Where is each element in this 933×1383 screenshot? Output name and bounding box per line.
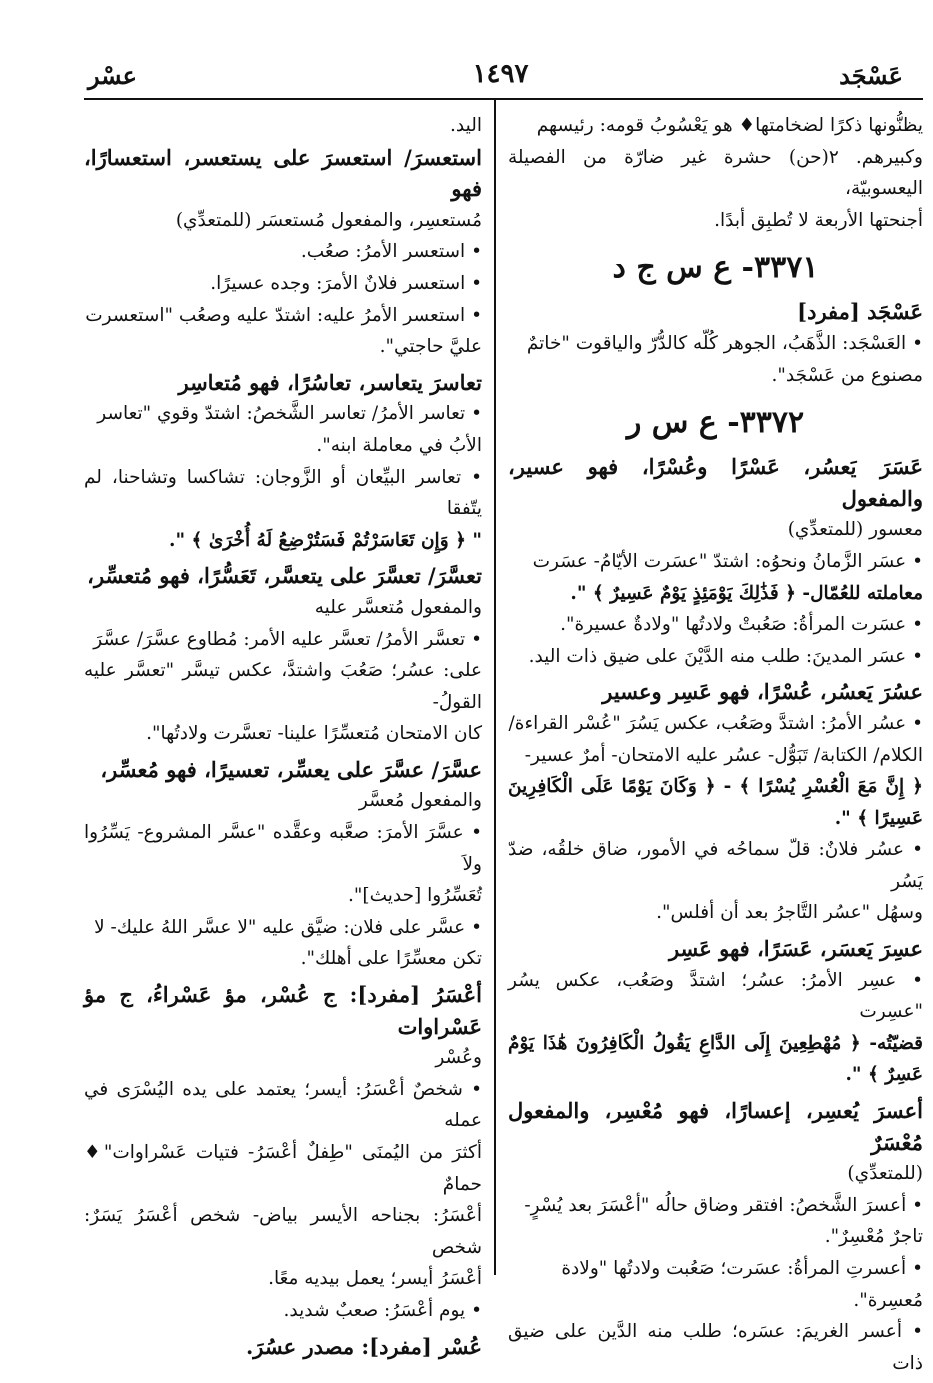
definition-line: " ﴿ وَإِن تَعَاسَرْتُمْ فَسَتُرْضِعُ لَهُ أُخْرَىٰ ﴾ ". [169, 529, 482, 551]
definition-line: وعُسْر [435, 1047, 482, 1069]
definition-line: على: عسُر؛ صَعُبَ واشتدَّ، عكس تيسَّر "تعسَّر عليه القولُ- [84, 660, 482, 713]
definition-line: مصنوع من عَسْجَد". [771, 364, 923, 386]
definition-line: • شخصٌ أعْسَرُ: أيسر؛ يعتمد على يده اليُسْرَى في عمله [84, 1078, 482, 1132]
entry-headword: تعسَّرَ/ تعسَّرَ على يتعسَّر، تَعَسُّرًا، فهو مُتعسِّر، [87, 563, 482, 589]
entry-headword: أعْسَرُ [مفرد]: ج عُسْر، مؤ عَسْراءُ، ج مؤ عَسْراوات [84, 982, 482, 1039]
header-guide-word-left: عسْر [88, 61, 137, 90]
definition-line: • عسَّر على فلان: ضيَّق عليه "لا عسَّر اللهُ عليك- لا [94, 916, 482, 938]
definition-line: تكن معسِّرًا على أهلك". [300, 948, 482, 970]
text-line: أجنحتها الأربعة لا تُطبِق أبدًا. [714, 209, 923, 231]
definition-line: • أعسر الغريمَ: عسَره؛ طلب منه الدَّين على ضيق ذات [508, 1321, 923, 1374]
definition-line: • عسَر المدينَ: طلب منه الدَّيْنَ على ضيق ذات اليد. [528, 645, 923, 667]
definition-line: تُعَسِّرُوا [حديث]". [347, 885, 482, 907]
definition-line: • عسِر الأمرُ: عسُر؛ اشتدَّ وصَعُب، عكس يسُر "عسِرت [508, 969, 923, 1023]
definition-line: معاملته للعُمّال- ﴿ فَذَٰلِكَ يَوْمَئِذٍ يَوْمٌ عَسِيرٌ ﴾ ". [570, 582, 923, 604]
definition-line: الأبُ في معاملة ابنه". [316, 434, 482, 456]
text-line: اليد. [450, 115, 482, 136]
definition-line: الكلام/ الكتابة/ تَبَوُّل- عسُر عليه الامتحان- أمرٌ عسير- [524, 744, 923, 766]
definition-line: • أعسرَ الشَّخصُ: افتقر وضاق حالُه "أعْسَرَ بعد يُسْرٍ- [524, 1194, 923, 1216]
column-divider [494, 100, 496, 1275]
definition-line: معسور (للمتعدِّي) [787, 519, 923, 541]
definition-line: • تعاسر الأمرُ/ تعاسر الشَّخصُ: اشتدّ وقوي "تعاسر [97, 403, 482, 425]
definition-line: • تعسَّر الأمرُ/ تعسَّر عليه الأمر: مُطاوع عسَّرَ/ عسَّرَ [93, 628, 482, 650]
left-column [84, 110, 482, 1362]
page-header [78, 55, 923, 95]
entry-headword: أعسرَ يُعسِر، إعسارًا، فهو مُعْسِر، والمفعول مُعْسَرٌ [508, 1098, 923, 1155]
right-column [508, 110, 923, 1379]
definition-line: أعْسَرُ أيسر؛ يعمل بيديه معًا. [268, 1268, 482, 1290]
text-line: وكبيرهم. ٢(حن) حشرة غير ضارّة من الفصيلة اليعسوبيّة، [508, 146, 923, 200]
definition-line: أعْسَرُ: بجناحه الأيسر بياض- شخص أعْسَرُ يَسَرٌ: شخص [84, 1205, 482, 1258]
root-heading: ٣٣٧١- ع س ج د [612, 250, 819, 286]
header-guide-word-right: عَسْجَد [839, 61, 903, 90]
definition-line: • أعسرتِ المرأةُ: عسَرت؛ صَعُبت ولادتُها "ولادة [561, 1258, 923, 1279]
definition-line: ﴿ إِنَّ مَعَ الْعُسْرِ يُسْرًا ﴾ - ﴿ وَكَانَ يَوْمًا عَلَى الْكَافِرِينَ عَسِيرًا ﴾ ". [508, 776, 923, 829]
definition-line: • العَسْجَد: الذَّهَبُ، الجوهر كُلّه كالدُّرّ والياقوت "خاتمٌ [526, 332, 923, 354]
definition-line: مُستعسِر، والمفعول مُستعسَر (للمتعدِّي) [175, 209, 482, 231]
definition-line: • يوم أعْسَرُ: صعبٌ شديد. [283, 1299, 482, 1321]
definition-line: قضيّتُه- ﴿ مُهْطِعِينَ إِلَى الدَّاعِ يَقُولُ الْكَافِرُونَ هَٰذَا يَوْمٌ عَسِرٌ ﴾ ". [508, 1032, 923, 1086]
page-number: ١٤٩٧ [472, 59, 529, 89]
entry-headword: تعاسرَ يتعاسر، تعاسُرًا، فهو مُتعاسِر [178, 369, 482, 395]
definition-line: • تعاسر البيِّعان أو الزَّوجان: تشاكسا وتشاحنا، لم يتّفقا [84, 466, 482, 520]
definition-line: • عسَّرَ الأمرَ: صعَّبه وعقَّده "عسَّر المشروع- يَسِّرُوا ولاَ [84, 822, 482, 875]
text-line: يظنُّونها ذكرًا لضخامتها♦ هو يَعْسُوبُ قومه: رئيسهم [536, 115, 923, 136]
definition-line: • استعسر الأمرُ عليه: اشتدّ عليه وصعُب "استعسرت [85, 304, 482, 326]
definition-line: والمفعول مُتعسَّر عليه [314, 596, 482, 618]
definition-line: (للمتعدِّي) [847, 1163, 923, 1185]
definition-line: • عسُر فلانٌ: قلّ سماحُه في الأمور، ضاق خلقُه، ضدّ يَسُر [508, 839, 923, 892]
definition-line: والمفعول مُعسَّر [358, 790, 482, 812]
definition-line: أكثرَ من اليُمنَى "طِفلٌ أعْسَرُ- فتيات عَسْراوات"♦ حمامٌ [84, 1142, 482, 1195]
definition-line: مُعسِرة". [853, 1289, 923, 1311]
definition-line: • استعسر الأمرُ: صعُب. [300, 241, 482, 263]
definition-line: كان الامتحان مُتعسِّرًا علينا- تعسَّرت ولادتُها". [146, 723, 482, 745]
definition-line: • استعسر فلانٌ الأمرَ: وجده عسيرًا. [210, 272, 482, 294]
entry-headword: عسُرَ يَعسُر، عُسْرًا، فهو عَسِر وعسير [602, 679, 923, 705]
definition-line: تاجرٌ مُعْسِرٌ". [824, 1226, 923, 1248]
definition-line: عليَّ حاجتي". [379, 336, 482, 358]
entry-headword: عُسْر [مفرد]: مصدر عسُرَ. [245, 1333, 482, 1359]
entry-headword: استعسرَ/ استعسرَ على يستعسر، استعسارًا، فهو [84, 144, 482, 202]
entry-headword: عسِرَ يَعسَر، عَسَرًا، فهو عَسِر [668, 936, 923, 962]
entry-headword: عسَّرَ/ عسَّرَ على يعسِّر، تعسيرًا، فهو مُعسِّر، [100, 756, 482, 782]
root-heading: ٣٣٧٢- ع س ر [626, 405, 805, 441]
definition-line: • عسَرت المرأةُ: صَعُبتْ ولادتُها "ولادةٌ عسيرة". [560, 614, 923, 636]
entry-headword: عَسْجَد [مفرد] [797, 299, 923, 325]
definition-line: • عسُر الأمرُ: اشتدَّ وصَعُب، عكس يَسُرَ "عُسْر القراءة/ [508, 712, 923, 734]
entry-headword: عَسَرَ يَعسُر، عَسْرًا وعُسْرًا، فهو عسير، والمفعول [508, 454, 923, 511]
definition-line: • عسَر الزَّمانُ ونحوُه: اشتدّ "عسَرت الأيّامُ- عسَرت [532, 550, 923, 572]
definition-line: وسهُل "عسُر التَّاجرُ بعد أن أفلس". [656, 902, 923, 924]
header-rule [84, 98, 923, 100]
